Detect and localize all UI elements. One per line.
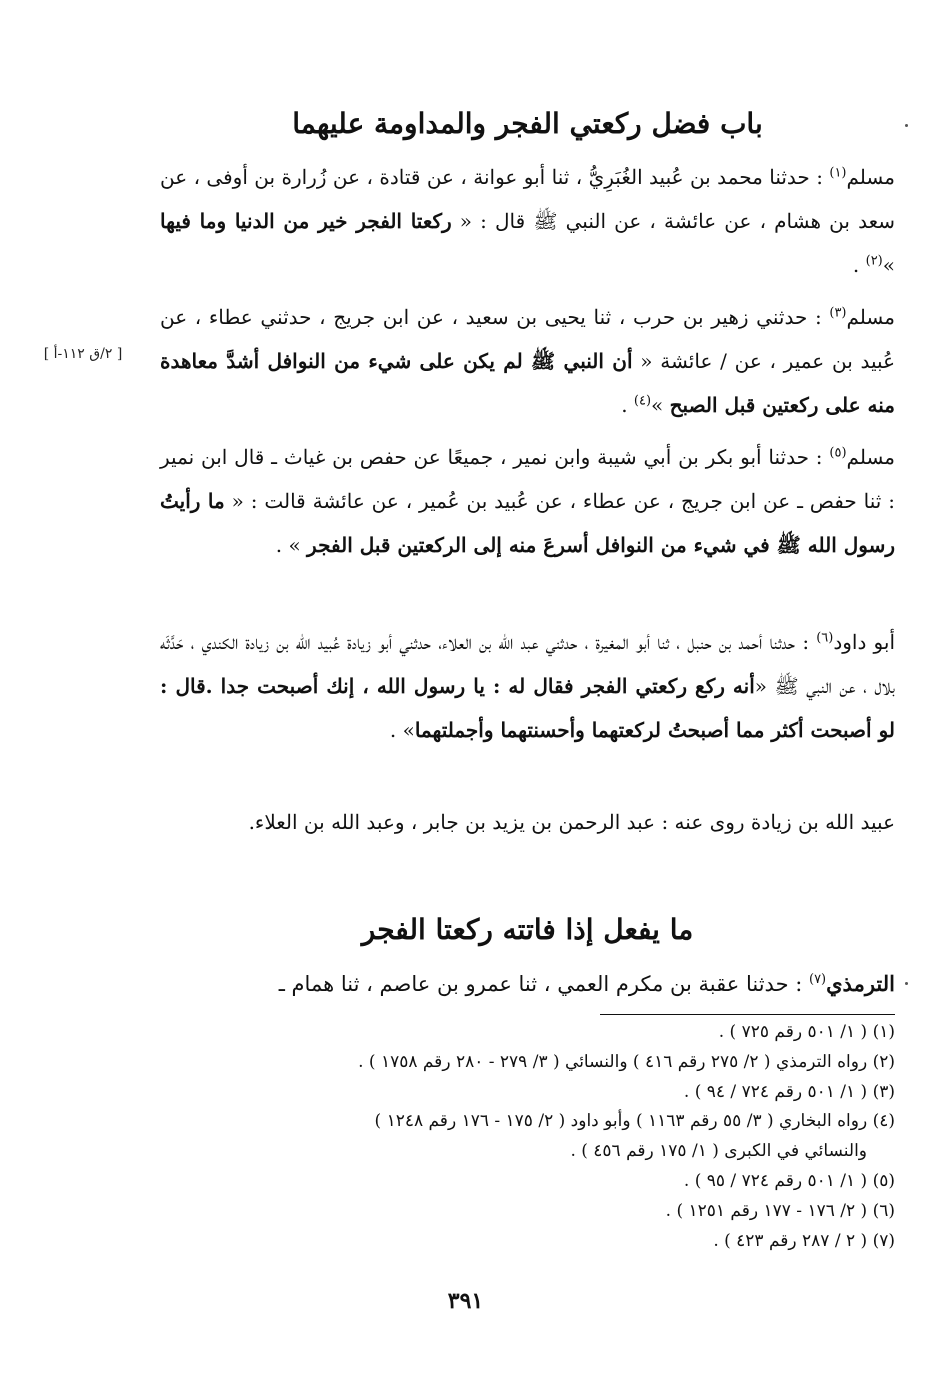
source-name: مسلم — [846, 305, 895, 329]
source-name: أبو داود — [833, 630, 895, 654]
hadith-paragraph — [160, 962, 895, 1006]
paragraph-end: . — [389, 718, 397, 742]
page-speck — [905, 124, 908, 127]
paragraph-end: . — [275, 533, 289, 557]
isnad-text: : حدثنا محمد بن عُبيد الغُبَرِيُّ ، ثنا أبو عوانة ، عن قتادة ، عن زُرارة بن أوفى ، عن سعد بن هشام ، عن عائشة ، عن النبي ﷺ قال : « — [160, 165, 895, 233]
quote-close: » — [396, 718, 415, 742]
manuscript-folio-note: [ ٢/ق ١١٢-أ ] — [43, 346, 123, 362]
footnote-ref: (٧) — [808, 972, 827, 987]
chapter-heading: ما يفعل إذا فاتته ركعتا الفجر — [361, 913, 694, 946]
footnote: (٥) ( ١/ ٥٠١ رقم ٧٢٤ / ٩٥ ) . — [683, 1170, 895, 1191]
isnad-text: : حدثنا أبو بكر بن أبي شيبة وابن نمير ، جميعًا عن حفص بن غياث ـ قال ابن نمير : ثنا حفص ـ عن ابن جريج ، عن عطاء ، عن عُبيد بن عُمير ، عن عائشة قالت : « — [160, 445, 895, 513]
footnote: (٣) ( ١/ ٥٠١ رقم ٧٢٤ / ٩٤ ) . — [683, 1081, 895, 1102]
source-name: مسلم — [846, 445, 896, 469]
footnote: (٤) رواه البخاري ( ٣/ ٥٥ رقم ١١٦٣ ) وأبو داود ( ٢/ ١٧٥ - ١٧٦ رقم ١٢٤٨ ) — [374, 1111, 895, 1132]
page-speck — [905, 982, 908, 985]
footnote-ref: (٤) — [633, 393, 652, 409]
footnote: (٦) ( ٢/ ١٧٦ - ١٧٧ رقم ١٢٥١ ) . — [665, 1200, 895, 1221]
chapter-heading: باب فضل ركعتي الفجر والمداومة عليهما — [292, 107, 763, 140]
quote-close: » — [651, 393, 670, 417]
hadith-matn: أن النبي ﷺ لم يكن على شيء من النوافل أشدَّ معاهدة منه على ركعتين قبل الصبح — [160, 349, 895, 417]
paragraph-end: . — [621, 393, 634, 417]
footnote-ref: (٢) — [865, 253, 883, 269]
footnote: (١) ( ١/ ٥٠١ رقم ٧٢٥ ) . — [718, 1022, 895, 1042]
paragraph-end: . — [852, 253, 866, 277]
hadith-matn: ركعتا الفجر خير من الدنيا وما فيها — [160, 209, 452, 233]
page-number: ٣٩١ — [447, 1288, 484, 1314]
isnad-text: : حدثني زهير بن حرب ، ثنا يحيى بن سعيد ، عن ابن جريج ، حدثني عطاء ، عن عُبيد بن عمير ، عن / عائشة « — [160, 305, 896, 373]
footnote-ref: (١) — [829, 165, 847, 181]
footnote-continuation: والنسائي في الكبرى ( ١/ ١٧٥ رقم ٤٥٦ ) . — [570, 1141, 867, 1162]
footnote-ref: (٦) — [816, 630, 834, 646]
footnotes — [160, 1018, 895, 1256]
footnote-ref: (٣) — [829, 305, 847, 321]
footnote-separator — [600, 1014, 895, 1015]
isnad-text: : حدثنا أحمد بن حنبل ، ثنا أبو المغيرة ، حدثني عبد الله بن العلاء، حدثني أبو زيادة عُبيد الله بن زيادة الكندي ، حَدَّثَه بلال ، عن النبي ﷺ « — [160, 630, 895, 698]
source-name: الترمذي — [826, 971, 895, 996]
hadith-paragraph — [160, 295, 895, 427]
hadith-matn: ما رأيتُ رسول الله ﷺ في شيء من النوافل أسرعَ منه إلى الركعتين قبل الفجر — [160, 489, 895, 557]
quote-close: » — [882, 253, 895, 277]
hadith-matn: أنه ركع ركعتي الفجر فقال له : يا رسول الله ، إنك أصبحت جدا .قال : لو أصبحت أكثر مما أصبحتُ لركعتهما وأحسنتهما وأجملتهما — [160, 674, 895, 742]
isnad-text: : حدثنا عقبة بن مكرم العمي ، ثنا عمرو بن عاصم ، ثنا همام ـ — [278, 972, 809, 996]
footnote-ref: (٥) — [829, 445, 847, 461]
narrator-note: عبيد الله بن زيادة روى عنه : عبد الرحمن بن يزيد بن جابر ، وعبد الله بن العلاء. — [248, 810, 895, 834]
hadith-paragraph — [160, 435, 895, 567]
quote-close: » — [288, 533, 308, 557]
source-name: مسلم — [846, 165, 895, 189]
hadith-paragraph — [160, 155, 895, 287]
footnote: (٢) رواه الترمذي ( ٢/ ٢٧٥ رقم ٤١٦ ) والنسائي ( ٣/ ٢٧٩ - ٢٨٠ رقم ١٧٥٨ ) . — [358, 1051, 895, 1072]
footnote: (٧) ( ٢ / ٢٨٧ رقم ٤٢٣ ) . — [713, 1230, 895, 1251]
hadith-paragraph — [160, 620, 895, 752]
